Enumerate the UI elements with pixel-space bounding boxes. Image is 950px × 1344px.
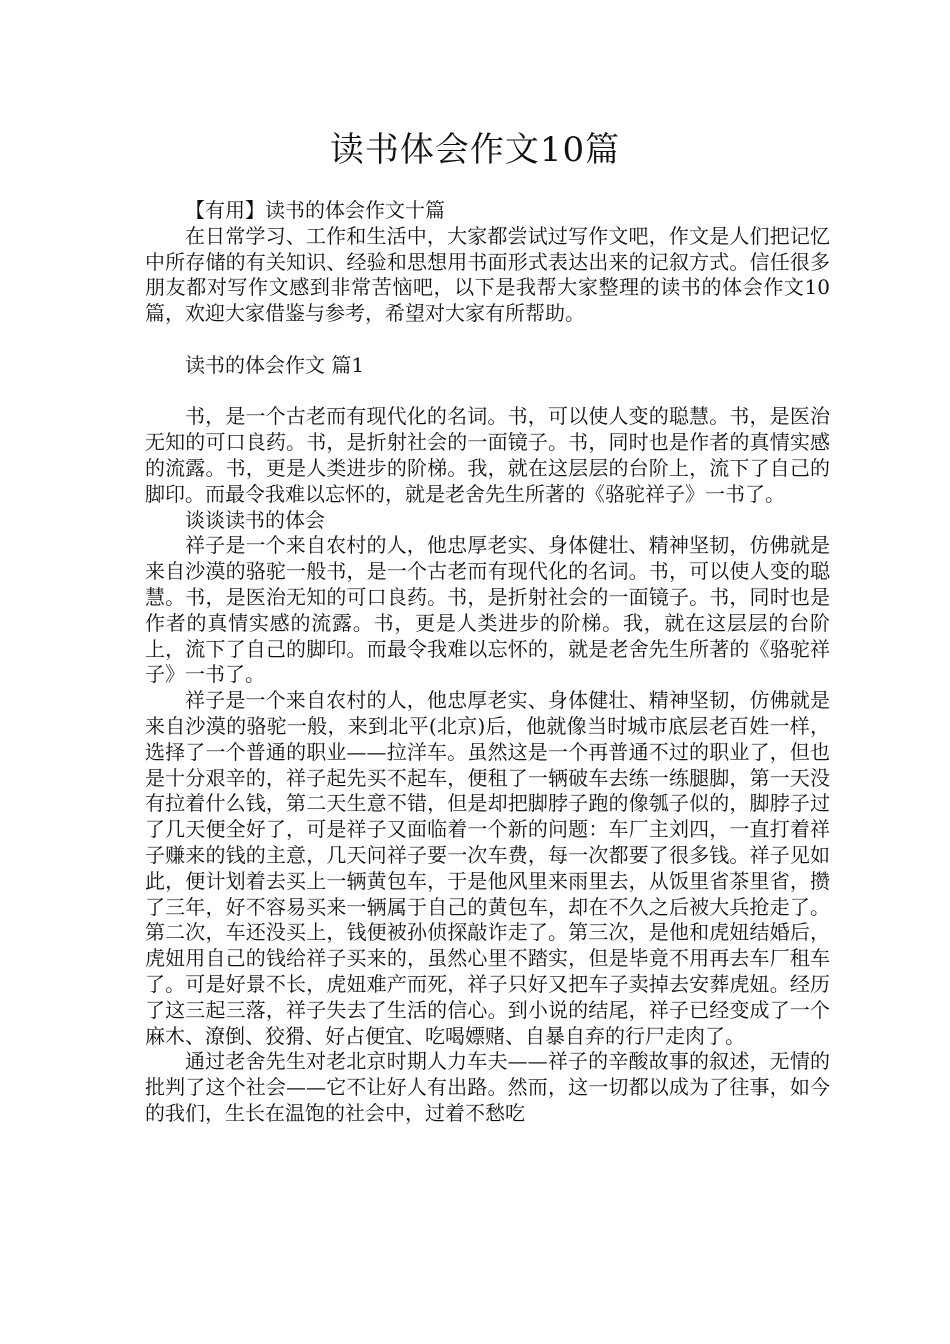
body-paragraph: 祥子是一个来自农村的人，他忠厚老实、身体健壮、精神坚韧，仿佛就是来自沙漠的骆驼一般书，是一个古老而有现代化的名词。书，可以使人变的聪慧。书，是医治无知的可口良药。书，是折射社会的一面镜子。书，同时也是作者的真情实感的流露。书，更是人类进步的阶梯。我，就在这层层的台阶上，流下了自己的脚印。而最令我难以忘怀的，就是老舍先生所著的《骆驼祥子》一书了。 (145, 533, 830, 687)
body-paragraph: 谈谈读书的体会 (185, 507, 325, 532)
section-heading: 读书的体会作文 篇1 (185, 352, 365, 377)
body-paragraph: 祥子是一个来自农村的人，他忠厚老实、身体健壮、精神坚韧，仿佛就是来自沙漠的骆驼一般，来到北平(北京)后，他就像当时城市底层老百姓一样，选择了一个普通的职业——拉洋车。虽然这是一个再普通不过的职业了，但也是十分艰辛的，祥子起先买不起车，便租了一辆破车去练一练腿脚，第一天没有拉着什么钱，第二天生意不错，但是却把脚脖子跑的像瓠子似的，脚脖子过了几天便全好了，可是祥子又面临着一个新的问题：车厂主刘四，一直打着祥子赚来的钱的主意，几天问祥子要一次车费，每一次都要了很多钱。祥子见如此，便计划着去买上一辆黄包车，于是他风里来雨里去，从饭里省茶里省，攒了三年，好不容易买来一辆属于自己的黄包车，却在不久之后被大兵抢走了。第二次，车还没买上，钱便被孙侦探敲诈走了。第三次，是他和虎妞结婚后，虎妞用自己的钱给祥子买来的，虽然心里不踏实，但是毕竟不用再去车厂租车了。可是好景不长，虎妞难产而死，祥子只好又把车子卖掉去安葬虎妞。经历了这三起三落，祥子失去了生活的信心。到小说的结尾，祥子已经变成了一个麻木、潦倒、狡猾、好占便宜、吃喝嫖赌、自暴自弃的行尸走肉了。 (145, 688, 830, 1048)
document-title: 读书体会作文10篇 (329, 130, 621, 170)
subtitle-paragraph: 【有用】读书的体会作文十篇 (185, 198, 445, 222)
document-body (145, 198, 830, 1127)
body-paragraph: 通过老舍先生对老北京时期人力车夫——祥子的辛酸故事的叙述，无情的批判了这个社会——它不让好人有出路。然而，这一切都以成为了往事，如今的我们，生长在温饱的社会中，过着不愁吃 (145, 1049, 830, 1125)
body-paragraph: 书，是一个古老而有现代化的名词。书，可以使人变的聪慧。书，是医治无知的可口良药。书，是折射社会的一面镜子。书，同时也是作者的真情实感的流露。书，更是人类进步的阶梯。我，就在这层层的台阶上，流下了自己的脚印。而最令我难以忘怀的，就是老舍先生所著的《骆驼祥子》一书了。 (145, 404, 830, 506)
intro-paragraph: 在日常学习、工作和生活中，大家都尝试过写作文吧，作文是人们把记忆中所存储的有关知识、经验和思想用书面形式表达出来的记叙方式。信任很多朋友都对写作文感到非常苦恼吧，以下是我帮大家整理的读书的体会作文10篇，欢迎大家借鉴与参考，希望对大家有所帮助。 (145, 223, 830, 326)
